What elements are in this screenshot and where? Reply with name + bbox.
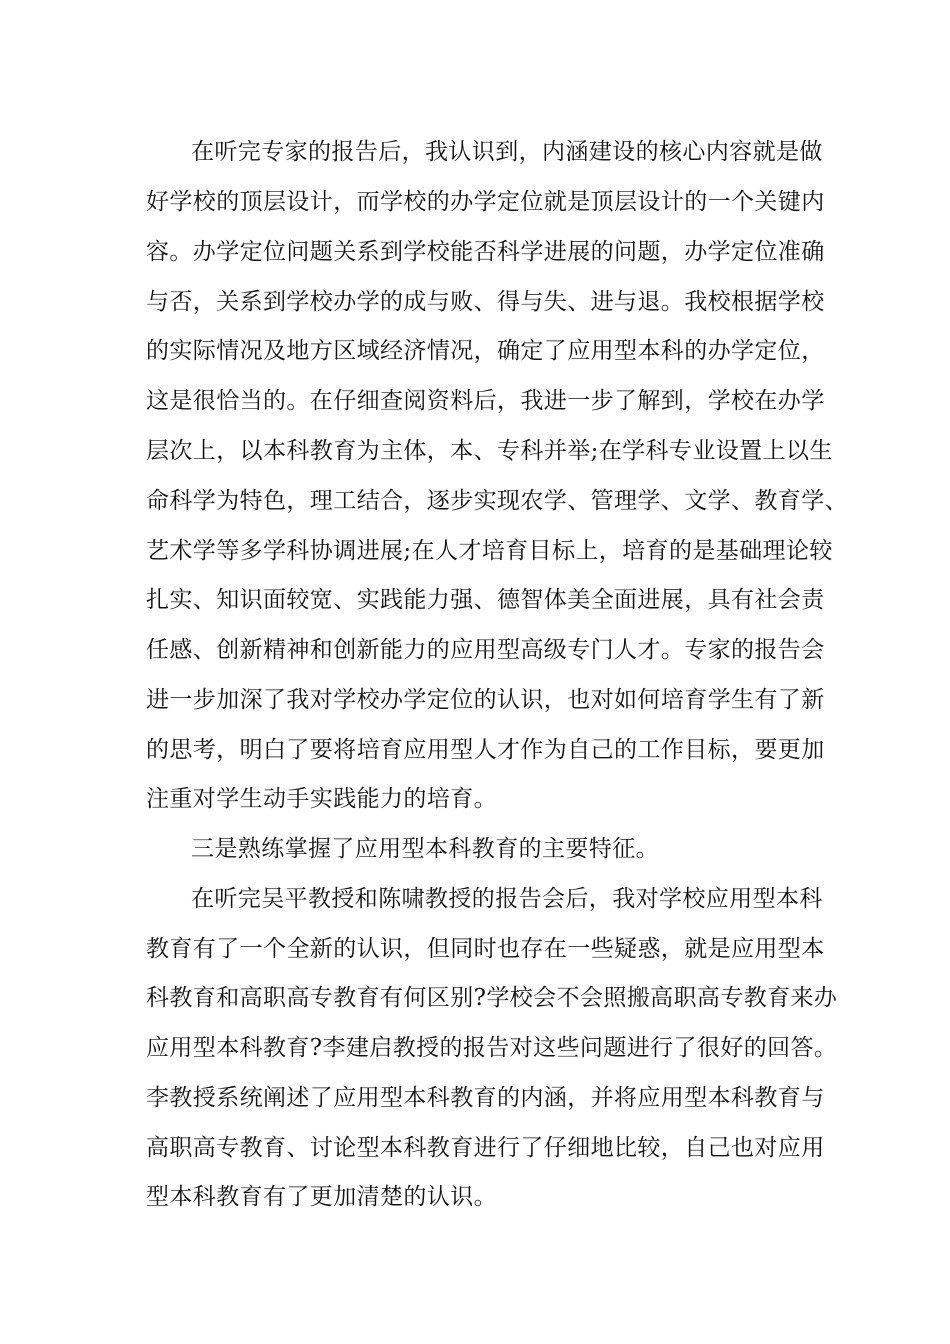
text-line: 李教授系统阐述了应用型本科教育的内涵，并将应用型本科教育与 [146,1085,825,1111]
text-line: 的实际情况及地方区域经济情况，确定了应用型本科的办学定位， [146,338,825,364]
text-line: 好学校的顶层设计，而学校的办学定位就是顶层设计的一个关键内 [146,189,825,215]
text-line: 与否，关系到学校办学的成与败、得与失、进与退。我校根据学校 [146,289,825,315]
text-line: 科教育和高职高专教育有何区别?学校会不会照搬高职高专教育来办 [146,985,838,1011]
section-heading: 三是熟练掌握了应用型本科教育的主要特征。 [191,836,659,862]
text-line: 任感、创新精神和创新能力的应用型高级专门人才。专家的报告会 [146,637,825,663]
text-line: 这是很恰当的。在仔细查阅资料后，我进一步了解到，学校在办学 [146,388,825,414]
text-line: 在听完专家的报告后，我认识到，内涵建设的核心内容就是做 [191,139,823,165]
text-line: 注重对学生动手实践能力的培育。 [146,786,497,812]
text-line: 容。办学定位问题关系到学校能否科学进展的问题，办学定位准确 [146,239,825,265]
text-line: 在听完吴平教授和陈啸教授的报告会后，我对学校应用型本科 [191,886,823,912]
text-line: 型本科教育有了更加清楚的认识。 [146,1184,497,1210]
text-line: 高职高专教育、讨论型本科教育进行了仔细地比较，自己也对应用 [146,1135,825,1161]
text-line: 进一步加深了我对学校办学定位的认识，也对如何培育学生有了新 [146,687,825,713]
text-line: 艺术学等多学科协调进展;在人才培育目标上，培育的是基础理论较 [146,538,833,564]
text-line: 教育有了一个全新的认识，但同时也存在一些疑惑，就是应用型本 [146,936,825,962]
text-line: 层次上，以本科教育为主体，本、专科并举;在学科专业设置上以生 [146,438,833,464]
text-line: 命科学为特色，理工结合，逐步实现农学、管理学、文学、教育学、 [146,488,848,514]
text-line: 扎实、知识面较宽、实践能力强、德智体美全面进展，具有社会责 [146,587,825,613]
text-line: 的思考，明白了要将培育应用型人才作为自己的工作目标，要更加 [146,737,825,763]
text-line: 应用型本科教育?李建启教授的报告对这些问题进行了很好的回答。 [146,1035,838,1061]
